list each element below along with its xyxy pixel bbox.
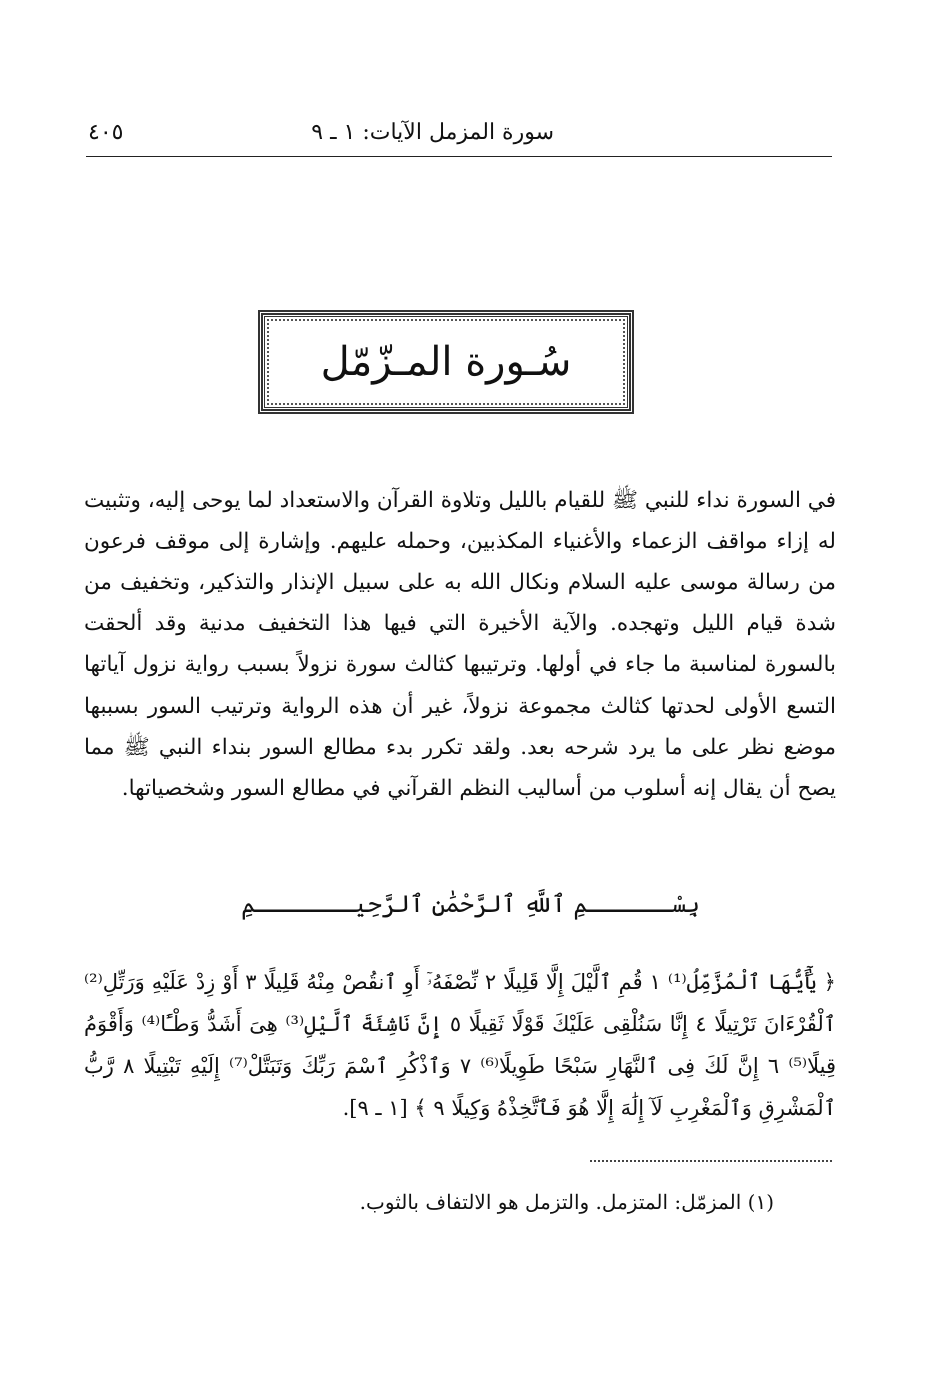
surah-title: سُـورة المـزّمّل <box>320 339 572 385</box>
surah-title-frame <box>258 310 634 414</box>
running-title: سورة المزمل الآيات: ١ ـ ٩ <box>311 120 554 145</box>
basmala: بِسْــــــمِ ٱللَّهِ ٱلرَّحْمَٰنِ ٱلرَّحِيـــــــمِ <box>241 890 700 918</box>
page-number: ٤٠٥ <box>88 120 124 145</box>
page-header <box>86 118 832 157</box>
footnote: (١) المزمّل: المتزمل. والتزمل هو الالتفاف بالثوب. <box>359 1190 774 1214</box>
quran-verses: ﴿ يَٰٓأَيُّهَا ٱلْمُزَّمِّلُ⁽¹⁾ ١ قُمِ ٱلَّيْلَ إِلَّا قَلِيلًا ٢ نِّصْفَهُۥٓ أَوِ ٱنقُصْ مِنْهُ قَلِيلًا ٣ أَوْ زِدْ عَلَيْهِ وَرَتِّلِ⁽²⁾ ٱلْقُرْءَانَ تَرْتِيلًا ٤ إِنَّا سَنُلْقِى عَلَيْكَ قَوْلًا ثَقِيلًا ٥ إِنَّ نَاشِئَةَ ٱلَّيْلِ⁽³⁾ هِىَ أَشَدُّ وَطْـًٔا⁽⁴⁾ وَأَقْوَمُ قِيلًا⁽⁵⁾ ٦ إِنَّ لَكَ فِى ٱلنَّهَارِ سَبْحًا طَوِيلًا⁽⁶⁾ ٧ وَٱذْكُرِ ٱسْمَ رَبِّكَ وَتَبَتَّلْ⁽⁷⁾ إِلَيْهِ تَبْتِيلًا ٨ رَّبُّ ٱلْمَشْرِقِ وَٱلْمَغْرِبِ لَآ إِلَٰهَ إِلَّا هُوَ فَٱتَّخِذْهُ وَكِيلًا ٩ ﴾ [١ ـ ٩]. <box>84 970 837 1120</box>
intro-paragraph: في السورة نداء للنبي ﷺ للقيام بالليل وتلاوة القرآن والاستعداد لما يوحى إليه، وتثبيت له إزاء مواقف الزعماء والأغنياء المكذبين، وحمله عليهم. وإشارة إلى موقف فرعون من رسالة موسى عليه السلام ونكال الله به على سبيل الإنذار والتذكير، وتخفيف من شدة قيام الليل وتهجده. والآية الأخيرة التي فيها هذا التخفيف مدنية وقد ألحقت بالسورة لمناسبة ما جاء في أولها. وترتيبها كثالث سورة نزولاً بسبب رواية نزول آياتها التسع الأولى لحدتها كثالث مجموعة نزولاً، غير أن هذه الرواية وترتيب السور بسببها موضع نظر على ما يرد شرحه بعد. ولقد تكرر بدء مطالع السور بنداء النبي ﷺ مما يصح أن يقال إنه أسلوب من أساليب النظم القرآني في مطالع السور وشخصياتها. <box>84 487 836 801</box>
surah-title-frame-inner <box>267 319 625 405</box>
footnote-divider <box>590 1160 832 1162</box>
